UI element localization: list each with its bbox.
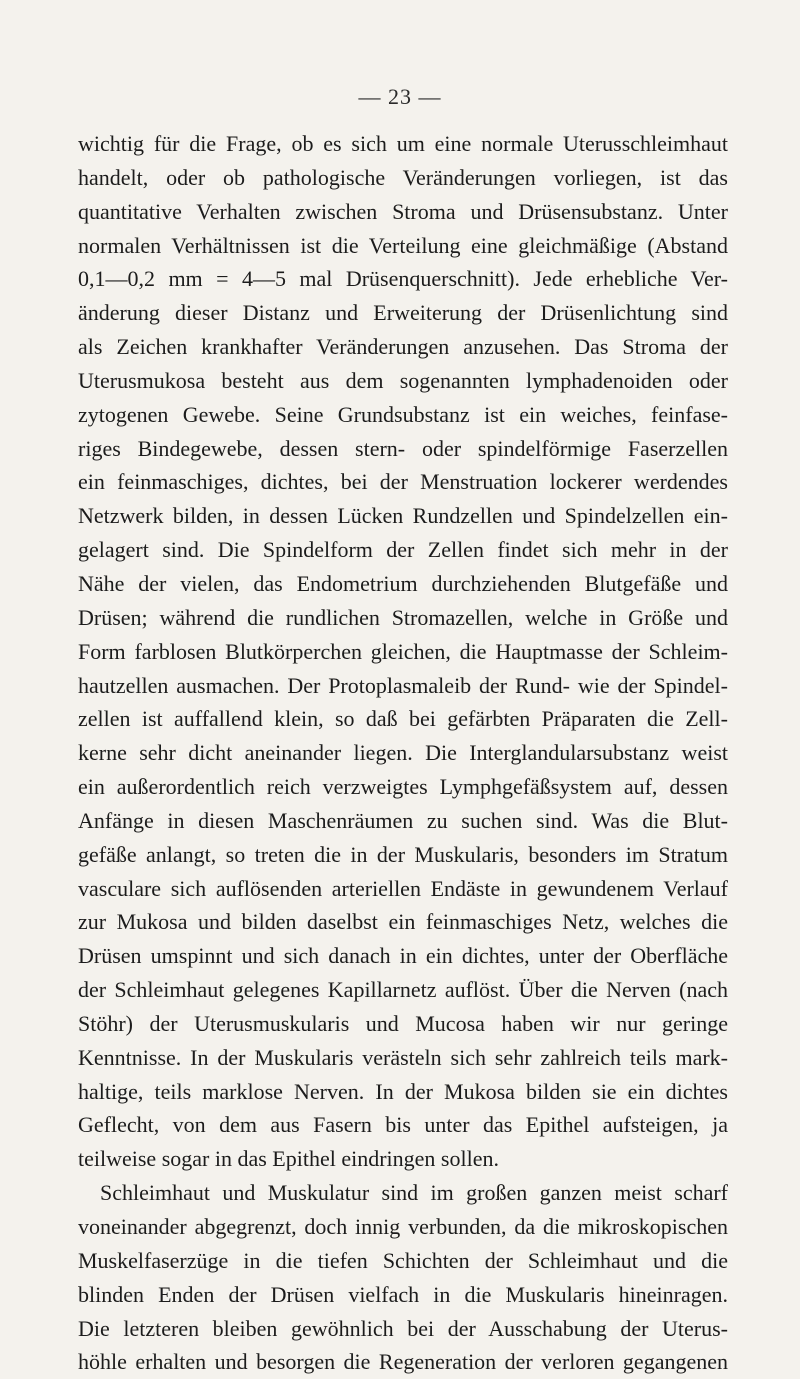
text-line: Schleimhaut und Muskulatur sind im großen ganzen meist scharf: [100, 1180, 728, 1206]
text-line: Die letzteren bleiben gewöhnlich bei der Ausschabung der Uterus-: [78, 1315, 728, 1341]
text-line: hautzellen ausmachen. Der Protoplasmaleib der Rund- wie der Spindel-: [78, 672, 728, 698]
text-line: als Zeichen krankhafter Veränderungen anzusehen. Das Stroma der: [78, 334, 728, 360]
text-line: kerne sehr dicht aneinander liegen. Die Interglandularsubstanz weist: [78, 740, 728, 766]
text-line: 0,1—0,2 mm = 4—5 mal Drüsenquerschnitt). Jede erhebliche Ver-: [78, 266, 728, 292]
text-line: teilweise sogar in das Epithel eindringen sollen.: [78, 1146, 499, 1172]
text-line: riges Bindegewebe, dessen stern- oder spindelförmige Faserzellen: [78, 435, 728, 461]
text-line: zytogenen Gewebe. Seine Grundsubstanz ist ein weiches, feinfase-: [78, 401, 728, 427]
text-line: quantitative Verhalten zwischen Stroma und Drüsensubstanz. Unter: [78, 198, 728, 224]
text-line: Stöhr) der Uterusmuskularis und Mucosa haben wir nur geringe: [78, 1010, 728, 1036]
text-line: Muskelfaserzüge in die tiefen Schichten der Schleimhaut und die: [78, 1247, 728, 1273]
text-line: vasculare sich auflösenden arteriellen Endäste in gewundenem Verlauf: [78, 875, 728, 901]
text-line: der Schleimhaut gelegenes Kapillarnetz auflöst. Über die Nerven (nach: [78, 977, 728, 1003]
text-line: Kenntnisse. In der Muskularis verästeln sich sehr zahlreich teils mark-: [78, 1044, 728, 1070]
text-line: gelagert sind. Die Spindelform der Zellen findet sich mehr in der: [78, 537, 728, 563]
text-line: haltige, teils marklose Nerven. In der Mukosa bilden sie ein dichtes: [78, 1078, 728, 1104]
text-line: zur Mukosa und bilden daselbst ein feinmaschiges Netz, welches die: [78, 909, 728, 935]
text-line: ein außerordentlich reich verzweigtes Lymphgefäßsystem auf, dessen: [78, 774, 728, 800]
text-line: wichtig für die Frage, ob es sich um eine normale Uterusschleimhaut: [78, 131, 728, 156]
text-line: Form farblosen Blutkörperchen gleichen, die Hauptmasse der Schleim-: [78, 638, 728, 664]
text-line: Drüsen; während die rundlichen Stromazellen, welche in Größe und: [78, 604, 728, 630]
text-line: höhle erhalten und besorgen die Regeneration der verloren gegangenen: [78, 1349, 728, 1375]
text-line: ein feinmaschiges, dichtes, bei der Menstruation lockerer werdendes: [78, 469, 728, 495]
text-line: Nähe der vielen, das Endometrium durchziehenden Blutgefäße und: [78, 570, 728, 596]
text-line: Netzwerk bilden, in dessen Lücken Rundzellen und Spindelzellen ein-: [78, 503, 728, 529]
text-line: Uterusmukosa besteht aus dem sogenannten lymphadenoiden oder: [78, 367, 728, 393]
page-number: — 23 —: [358, 84, 442, 109]
body-text: [78, 127, 728, 1379]
text-line: Drüsen umspinnt und sich danach in ein dichtes, unter der Oberfläche: [78, 943, 728, 969]
text-line: Geflecht, von dem aus Fasern bis unter das Epithel aufsteigen, ja: [78, 1112, 728, 1138]
text-line: zellen ist auffallend klein, so daß bei gefärbten Präparaten die Zell-: [78, 706, 728, 732]
text-line: Anfänge in diesen Maschenräumen zu suchen sind. Was die Blut-: [78, 807, 728, 833]
text-line: voneinander abgegrenzt, doch innig verbunden, da die mikroskopischen: [78, 1214, 728, 1239]
text-line: gefäße anlangt, so treten die in der Muskularis, besonders im Stratum: [78, 841, 728, 867]
text-line: änderung dieser Distanz und Erweiterung der Drüsenlichtung sind: [78, 300, 728, 326]
text-line: normalen Verhältnissen ist die Verteilung eine gleichmäßige (Abstand: [78, 232, 728, 258]
text-line: blinden Enden der Drüsen vielfach in die Muskularis hineinragen.: [78, 1281, 728, 1307]
text-line: handelt, oder ob pathologische Veränderungen vorliegen, ist das: [78, 164, 728, 190]
